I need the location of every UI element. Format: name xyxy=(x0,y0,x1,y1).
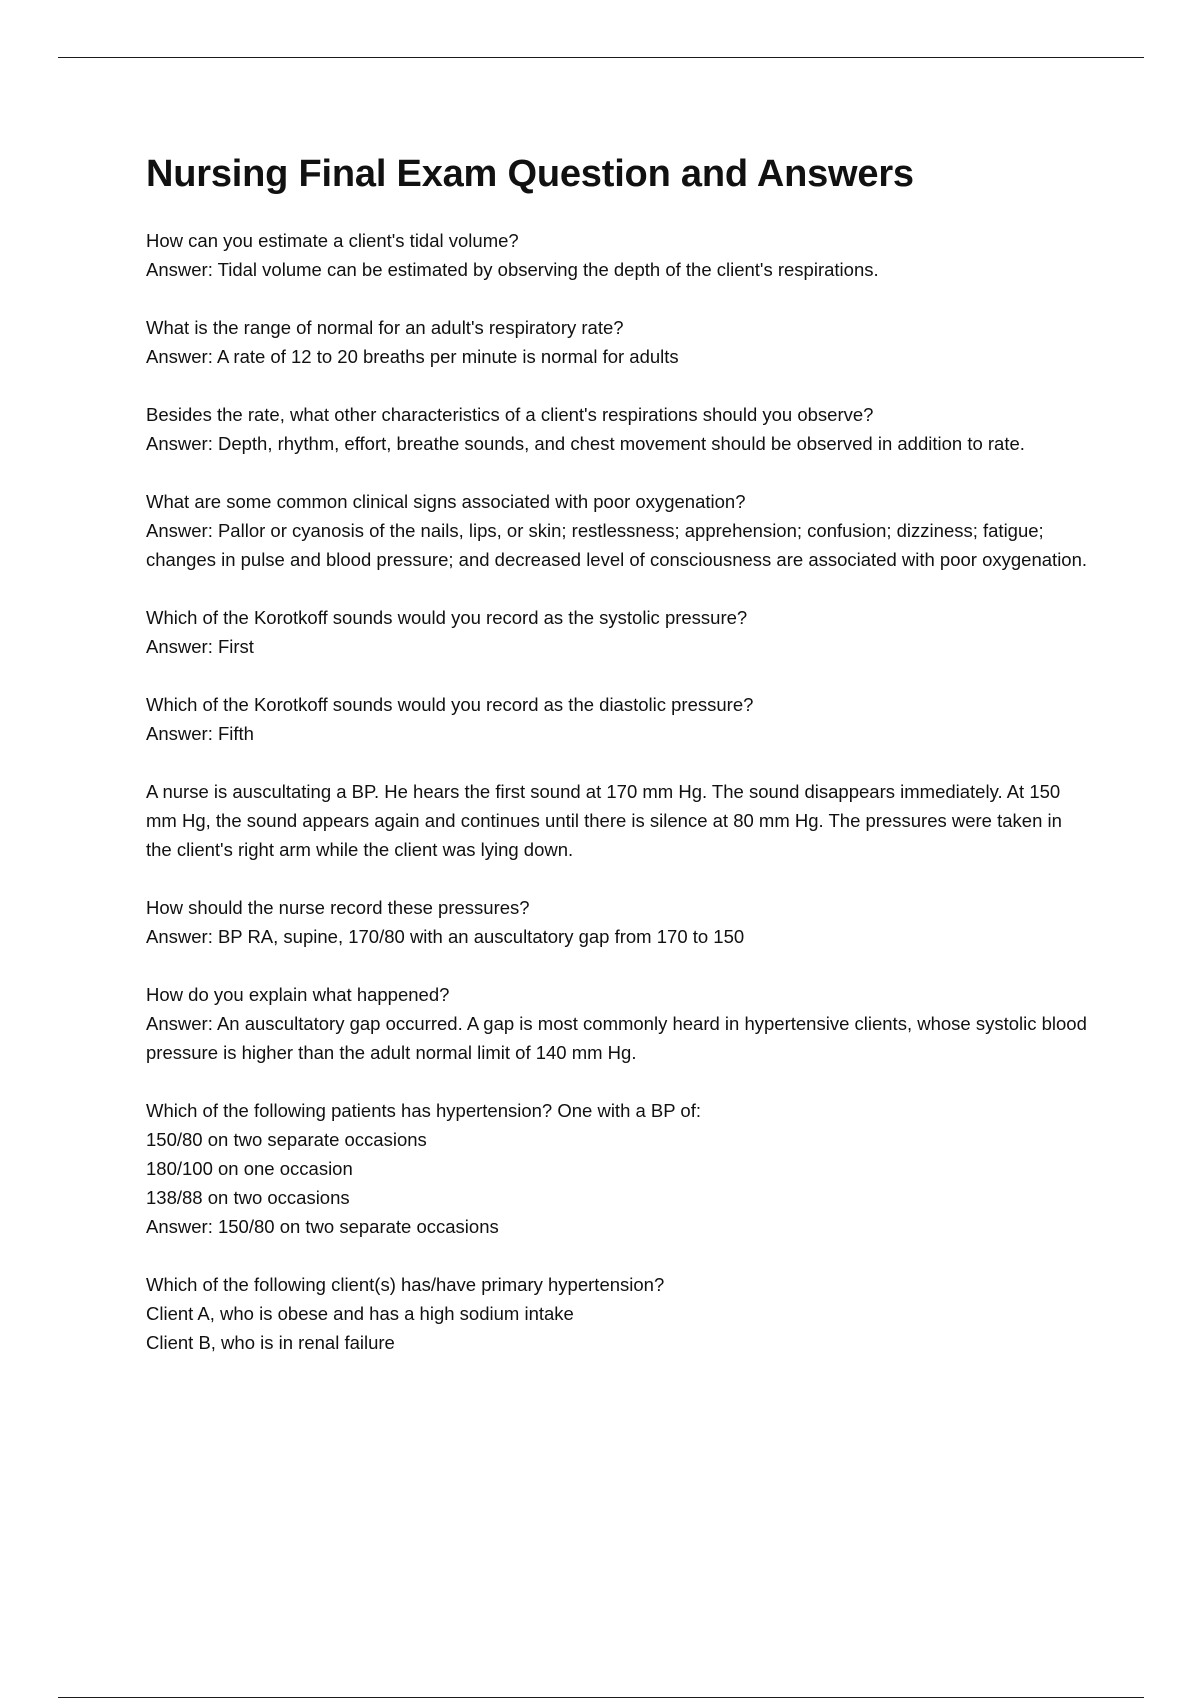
question-text: How should the nurse record these pressures? xyxy=(146,897,530,918)
scenario-block xyxy=(146,777,1092,864)
answer-text: Answer: Depth, rhythm, effort, breathe sounds, and chest movement should be observed in addition to rate. xyxy=(146,433,1025,454)
question-text: Which of the Korotkoff sounds would you record as the systolic pressure? xyxy=(146,607,748,628)
qa-block xyxy=(146,1270,1092,1357)
answer-text: Answer: BP RA, supine, 170/80 with an auscultatory gap from 170 to 150 xyxy=(146,926,745,947)
answer-text: Answer: Tidal volume can be estimated by observing the depth of the client's respirations. xyxy=(146,259,879,280)
question-text: Which of the Korotkoff sounds would you record as the diastolic pressure? xyxy=(146,694,754,715)
qa-block xyxy=(146,313,1092,371)
answer-text: Answer: A rate of 12 to 20 breaths per minute is normal for adults xyxy=(146,346,679,367)
qa-block xyxy=(146,487,1092,574)
question-text: What are some common clinical signs associated with poor oxygenation? xyxy=(146,491,746,512)
option-text: Client A, who is obese and has a high sodium intake xyxy=(146,1303,574,1324)
answer-text: Answer: 150/80 on two separate occasions xyxy=(146,1216,499,1237)
top-rule xyxy=(58,57,1144,58)
option-text: Client B, who is in renal failure xyxy=(146,1332,395,1353)
question-text: Which of the following client(s) has/have primary hypertension? xyxy=(146,1274,665,1295)
qa-block xyxy=(146,893,1092,951)
document-body xyxy=(146,150,1092,1386)
question-text: Besides the rate, what other characteristics of a client's respirations should you observe? xyxy=(146,404,874,425)
scenario-text: A nurse is auscultating a BP. He hears the first sound at 170 mm Hg. The sound disappears immediately. At 150 mm Hg, the sound appears again and continues until there is silence at 80 mm Hg. The pressures were taken in the client's right arm while the client was lying down. xyxy=(146,781,1062,860)
question-text: How can you estimate a client's tidal volume? xyxy=(146,230,519,251)
option-text: 150/80 on two separate occasions xyxy=(146,1129,427,1150)
qa-block xyxy=(146,1096,1092,1241)
qa-block xyxy=(146,603,1092,661)
qa-block xyxy=(146,980,1092,1067)
bottom-rule xyxy=(58,1697,1144,1698)
qa-block xyxy=(146,400,1092,458)
qa-block xyxy=(146,226,1092,284)
question-text: What is the range of normal for an adult's respiratory rate? xyxy=(146,317,624,338)
question-text: How do you explain what happened? xyxy=(146,984,450,1005)
option-text: 138/88 on two occasions xyxy=(146,1187,350,1208)
page-title: Nursing Final Exam Question and Answers xyxy=(146,153,914,195)
answer-text: Answer: First xyxy=(146,636,254,657)
qa-block xyxy=(146,690,1092,748)
question-text: Which of the following patients has hypertension? One with a BP of: xyxy=(146,1100,701,1121)
answer-text: Answer: An auscultatory gap occurred. A gap is most commonly heard in hypertensive clients, whose systolic blood pressure is higher than the adult normal limit of 140 mm Hg. xyxy=(146,1013,1087,1063)
option-text: 180/100 on one occasion xyxy=(146,1158,353,1179)
answer-text: Answer: Pallor or cyanosis of the nails, lips, or skin; restlessness; apprehension; confusion; dizziness; fatigue; changes in pulse and blood pressure; and decreased level of consciousness are associated with poor oxygenation. xyxy=(146,520,1088,570)
answer-text: Answer: Fifth xyxy=(146,723,254,744)
